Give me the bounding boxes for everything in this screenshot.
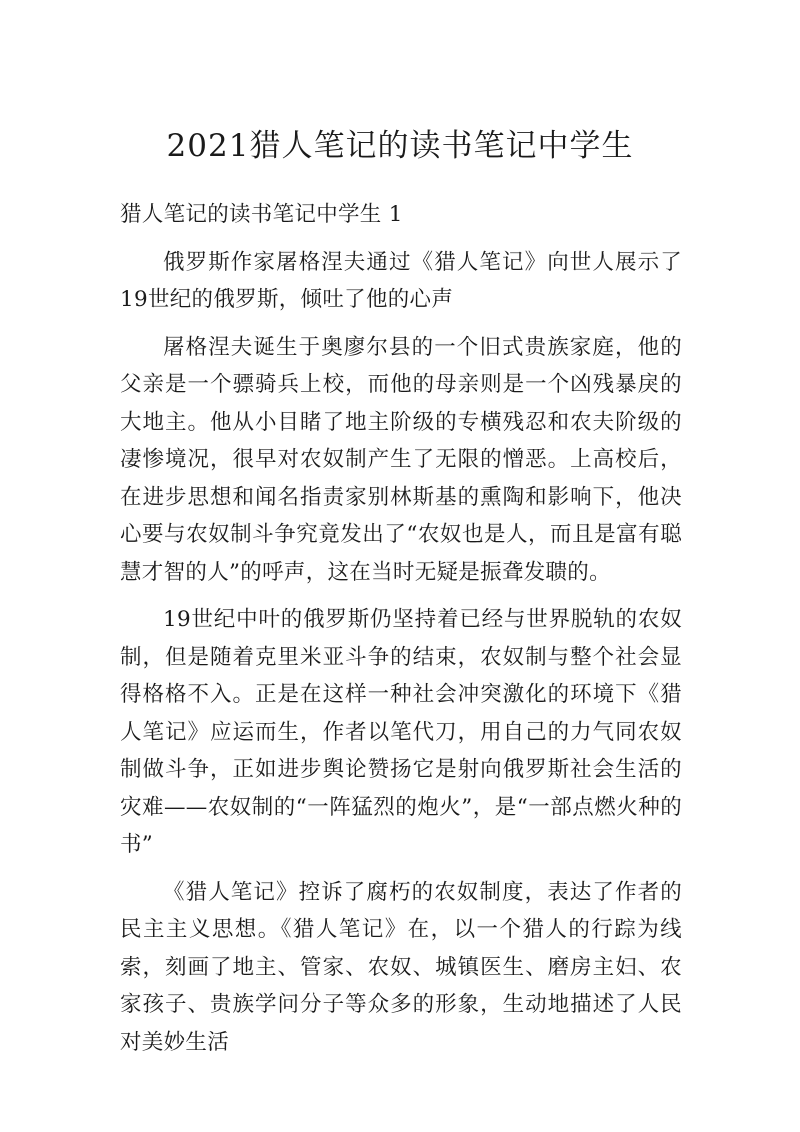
document-body [120, 196, 682, 1071]
section-heading: 猎人笔记的读书笔记中学生 1 [120, 202, 403, 227]
paragraph-4: 《猎人笔记》控诉了腐朽的农奴制度，表达了作者的民主主义思想。《猎人笔记》在，以一个猎人的行踪为线索，刻画了地主、管家、农奴、城镇医生、磨房主妇、农家孩子、贵族学问分子等众多的形象，生动地描述了人民对美妙生活 [120, 879, 682, 1055]
paragraph-2: 屠格涅夫诞生于奥廖尔县的一个旧式贵族家庭，他的父亲是一个骠骑兵上校，而他的母亲则是一个凶残暴戾的大地主。他从小目睹了地主阶级的专横残忍和农夫阶级的凄惨境况，很早对农奴制产生了无限的憎恶。上高校后，在进步思想和闻名指责家别林斯基的熏陶和影响下，他决心要与农奴制斗争究竟发出了“农奴也是人，而且是富有聪慧才智的人”的呼声，这在当时无疑是振聋发聩的。 [120, 334, 682, 585]
document-title: 2021猎人笔记的读书笔记中学生 [166, 128, 634, 164]
paragraph-3: 19世纪中叶的俄罗斯仍坚持着已经与世界脱轨的农奴制，但是随着克里米亚斗争的结束，农奴制与整个社会显得格格不入。正是在这样一种社会冲突激化的环境下《猎人笔记》应运而生，作者以笔代刀，用自己的力气同农奴制做斗争，正如进步舆论赞扬它是射向俄罗斯社会生活的灾难——农奴制的“一阵猛烈的炮火”，是“一部点燃火种的书” [120, 607, 682, 857]
paragraph-1: 俄罗斯作家屠格涅夫通过《猎人笔记》向世人展示了19世纪的俄罗斯，倾吐了他的心声 [120, 249, 682, 312]
